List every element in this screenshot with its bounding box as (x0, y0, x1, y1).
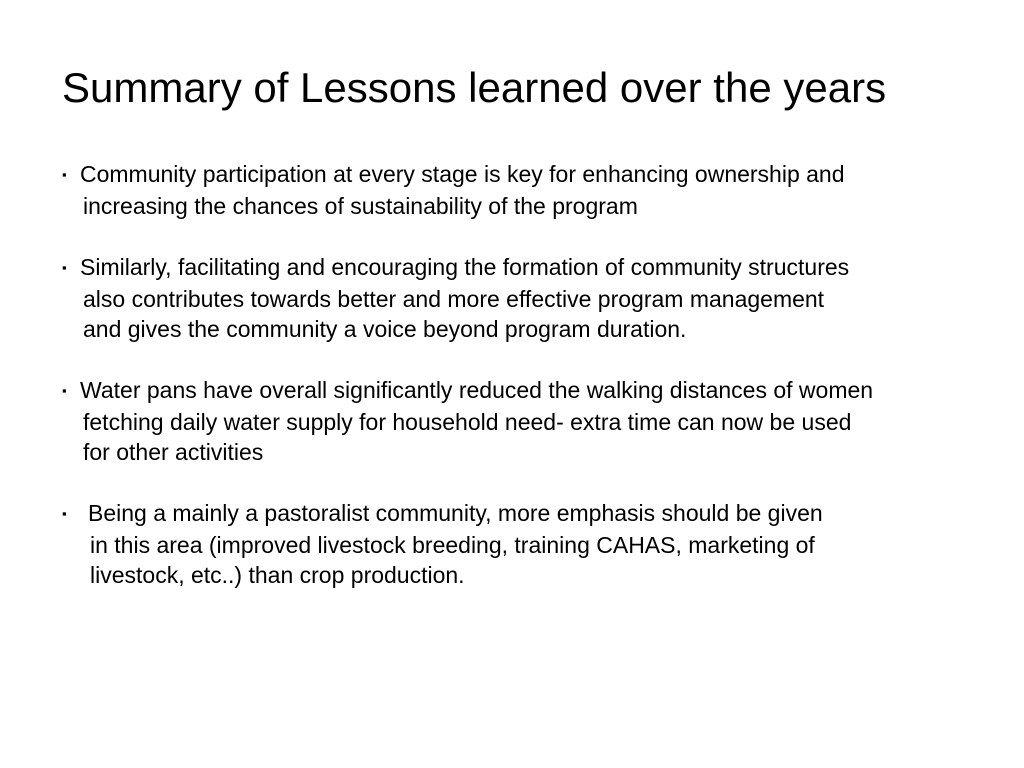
bullet-text: Community participation at every stage is key for enhancing ownership and (80, 161, 845, 187)
bullet-line (62, 159, 845, 191)
bullet-line: livestock, etc..) than crop production. (90, 562, 465, 588)
square-bullet-icon: ▪ (62, 260, 67, 275)
bullet-item-community-structures (62, 252, 849, 345)
bullet-line (62, 498, 823, 530)
square-bullet-icon: ▪ (62, 506, 67, 521)
bullet-text: Being a mainly a pastoralist community, more emphasis should be given (88, 500, 823, 526)
slide-title: Summary of Lessons learned over the years (62, 64, 887, 111)
bullet-item-community-participation (62, 159, 845, 221)
bullet-item-water-pans (62, 375, 873, 468)
bullet-line (62, 252, 849, 284)
bullet-line: for other activities (83, 439, 264, 465)
bullet-line: also contributes towards better and more effective program management (83, 285, 825, 312)
bullet-line: increasing the chances of sustainability of the program (83, 192, 638, 219)
square-bullet-icon: ▪ (62, 383, 67, 398)
bullet-line (62, 375, 873, 407)
bullet-line: fetching daily water supply for household need- extra time can now be used (83, 408, 852, 435)
square-bullet-icon: ▪ (62, 167, 67, 182)
bullet-line: and gives the community a voice beyond program duration. (83, 316, 687, 342)
bullet-text: Similarly, facilitating and encouraging the formation of community structures (80, 254, 850, 280)
bullet-item-pastoralist-community (62, 498, 823, 591)
bullet-text: Water pans have overall significantly reduced the walking distances of women (80, 377, 874, 403)
bullet-line: in this area (improved livestock breeding, training CAHAS, marketing of (90, 531, 815, 558)
